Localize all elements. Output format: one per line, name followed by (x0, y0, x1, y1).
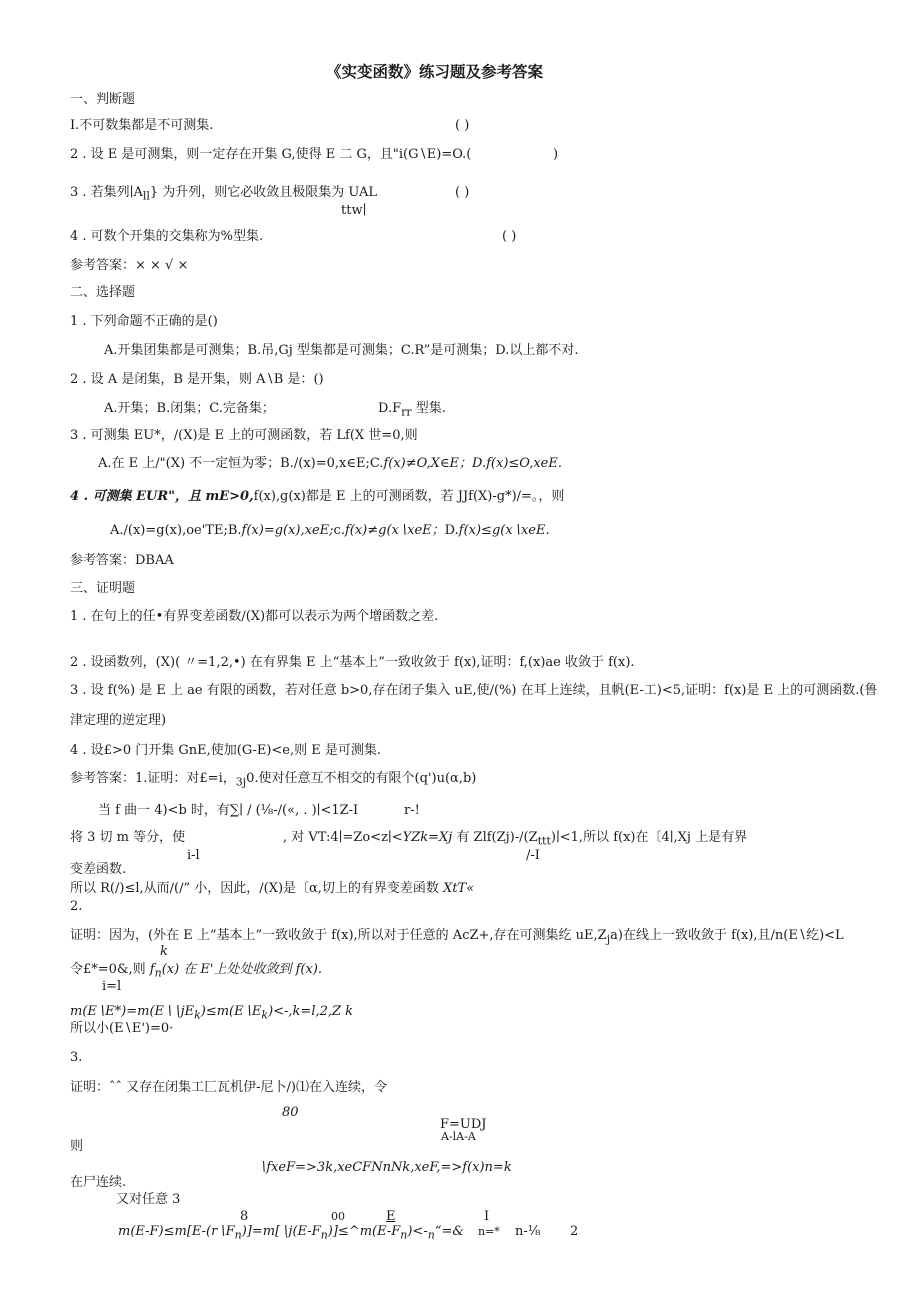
s2-question-2: 2 . 设 A 是闭集，B 是开集，则 A∖B 是：() (70, 372, 324, 387)
proof-1-line-3b: , 对 VT:4∣=Zo<z∣<YZk=Xj 有 $Zlf(Zj)-/(Z_{ttt})∣<1$,所以 f(x)在〔4∣,Xj 上是有界 (283, 830, 748, 848)
s2-question-4-options: A./(x)=g(x),oe'TE;B.f(x)=g(x),xeE;c.f(x)≠g(x∖xeE；D.f(x)≤g(x∖xeE. (110, 523, 550, 538)
proof-3-two: 2 (570, 1224, 579, 1239)
proof-2-line-4: 所以小(E∖E')=0· (70, 1021, 174, 1036)
proof-3-I: I (484, 1209, 490, 1224)
s2-question-4: 4 . 可测集 EUR"，且 mE>0,f(x),g(x)都是 E 上的可测函数，若 JJf(X)-g*)/=。，则 (70, 489, 565, 504)
s1-question-4: 4 . 可数个开集的交集称为%型集. (70, 229, 264, 244)
proof-1-line-2b: r-! (404, 803, 420, 818)
proof-2-number: 2. (70, 899, 83, 914)
s3-question-2: 2 . 设函数列，(X)( 〃=1,2,•) 在有界集 E 上“基本上”一致收敛于 f(x),证明：f,(x)ae 收敛于 f(x). (70, 655, 635, 670)
proof-3-line-5: $m(E-F)\le m[E-(r∖F_n)]=m[∖j(E-F_n)]\le\^{}m(E-F_n)<-_n“=\&$ (118, 1224, 464, 1242)
proof-3-line-2: ∖fxeF=>3k,xeCFNnNk,xeF,=>f(x)n=k (258, 1160, 512, 1175)
proof-3-line-1: 证明：ˆˆ 又存在闭集工匚瓦机伊-尼卜/)⑴在入连续，令 (70, 1080, 387, 1095)
proof-1-line-1: 参考答案：1.证明：对£=i，$_{3j}$0.使对任意互不相交的有限个(q')u(α,b) (70, 771, 477, 789)
s1-question-3-note: ttw∣ (341, 203, 367, 218)
s1-question-3: 3 . 若集列$∣A_{ll}$} 为升列，则它必收敛且极限集为 UAL (70, 185, 378, 203)
s3-question-3-cont: 津定理的逆定理) (70, 713, 167, 728)
proof-3-E: E (386, 1209, 396, 1224)
s3-question-4: 4 . 设£>0 门开集 GnE,使加(G-E)<e,则 E 是可测集. (70, 743, 382, 758)
s2-question-3: 3 . 可测集 EU*，/(X)是 E 上的可测函数，若 Lf(X 世=0,则 (70, 428, 418, 443)
s1-question-1: I.不可数集都是不可测集. (70, 118, 214, 133)
s1-question-2-paren: ) (553, 147, 559, 162)
s1-answer: 参考答案：× × √ × (70, 258, 189, 273)
proof-2-line-3: $m(E∖E*)=m(E∖∖jE_k)\le m(E∖E_k)<-,k=l,2,Z$ k (70, 1004, 354, 1022)
proof-3-infty: 00 (331, 1210, 345, 1223)
proof-1-line-5: 所以 R(∕)≤l,从而/(/” 小，因此，/(X)是〔α,切上的有界变差函数 XtT« (70, 881, 475, 896)
proof-2-line-2: 令£*=0&,则 $f_n(x)$ 在 E'上处处收敛到 f(x). (70, 962, 323, 980)
proof-1-index-i: i-l (187, 848, 200, 863)
s3-question-1: 1 . 在句上的任•有界变差函数/(X)都可以表示为两个增函数之差. (70, 609, 439, 624)
proof-3-n-star: n=* (478, 1225, 500, 1238)
proof-3-then: 则 (70, 1139, 84, 1154)
s2-question-1: 1 . 下列命题不正确的是() (70, 314, 218, 329)
proof-2-index: i=l (102, 979, 122, 994)
proof-3-n-frac: n-⅛ (515, 1224, 541, 1239)
section-1-heading: 一、判断题 (70, 92, 136, 107)
proof-1-line-2: 当 f 曲一 4)<b 时，有∑∣ / (⅛-/(«, . )∣<1Z-I (98, 803, 359, 818)
proof-3-line-3: 在尸连续. (70, 1175, 127, 1190)
s2-question-3-options: A.在 E 上/"(X) 不一定恒为零；B./(x)=0,x∈E;C.f(x)≠O,X∈E；D.f(x)≤O,xeE. (98, 456, 562, 471)
proof-3-F-sub: A-lA-A (441, 1130, 476, 1143)
proof-1-line-4: 变差函数. (70, 862, 127, 877)
s2-question-2-options: A.开集；B.闭集；C.完备集； (104, 401, 275, 416)
s1-question-3-paren: ( ) (455, 185, 470, 200)
document-title: 《实变函数》练习题及参考答案 (326, 62, 544, 81)
proof-3-eighty: 80 (282, 1105, 299, 1120)
section-2-heading: 二、选择题 (70, 285, 136, 300)
proof-1-line-3: 将 3 切 m 等分，使 (70, 830, 186, 845)
s1-question-4-paren: ( ) (502, 229, 517, 244)
proof-2-line-1: 证明：因为，(外在 E 上“基本上”一致收敛于 f(x),所以对于任意的 AcZ+,存在可测集纥 $uE,Z_ja$)在线上一致收敛于 f(x),且∕n(E∖纥)<L (70, 928, 844, 946)
section-3-heading: 三、证明题 (70, 581, 136, 596)
s2-question-2-option-d: $D.F_{rr}$ 型集. (378, 401, 446, 419)
s3-question-3: 3 . 设 f(%) 是 E 上 ae 有限的函数，若对任意 b>0,存在闭子集入 uE,使/(%) 在耳上连续，且帆(E-工)<5,证明：f(x)是 E 上的可测函数.(鲁 (70, 683, 878, 698)
proof-3-line-4: 又对任意 3 (116, 1192, 181, 1207)
s2-question-1-options: A.开集团集都是可测集；B.吊,Gj 型集都是可测集；C.R”是可测集；D.以上都不对. (104, 343, 579, 358)
s1-question-1-paren: ( ) (455, 118, 470, 133)
proof-3-number: 3. (70, 1050, 83, 1065)
s1-question-2: 2 . 设 E 是可测集，则一定存在开集 G,使得 E 二 G，且"i(G∖E)=O.( (70, 147, 472, 162)
proof-3-F: F=UDJ (440, 1117, 487, 1132)
s2-answer: 参考答案：DBAA (70, 553, 174, 568)
proof-3-eight: 8 (240, 1209, 249, 1224)
proof-1-index-j: /-I (526, 848, 540, 863)
proof-2-k: k (160, 944, 168, 959)
